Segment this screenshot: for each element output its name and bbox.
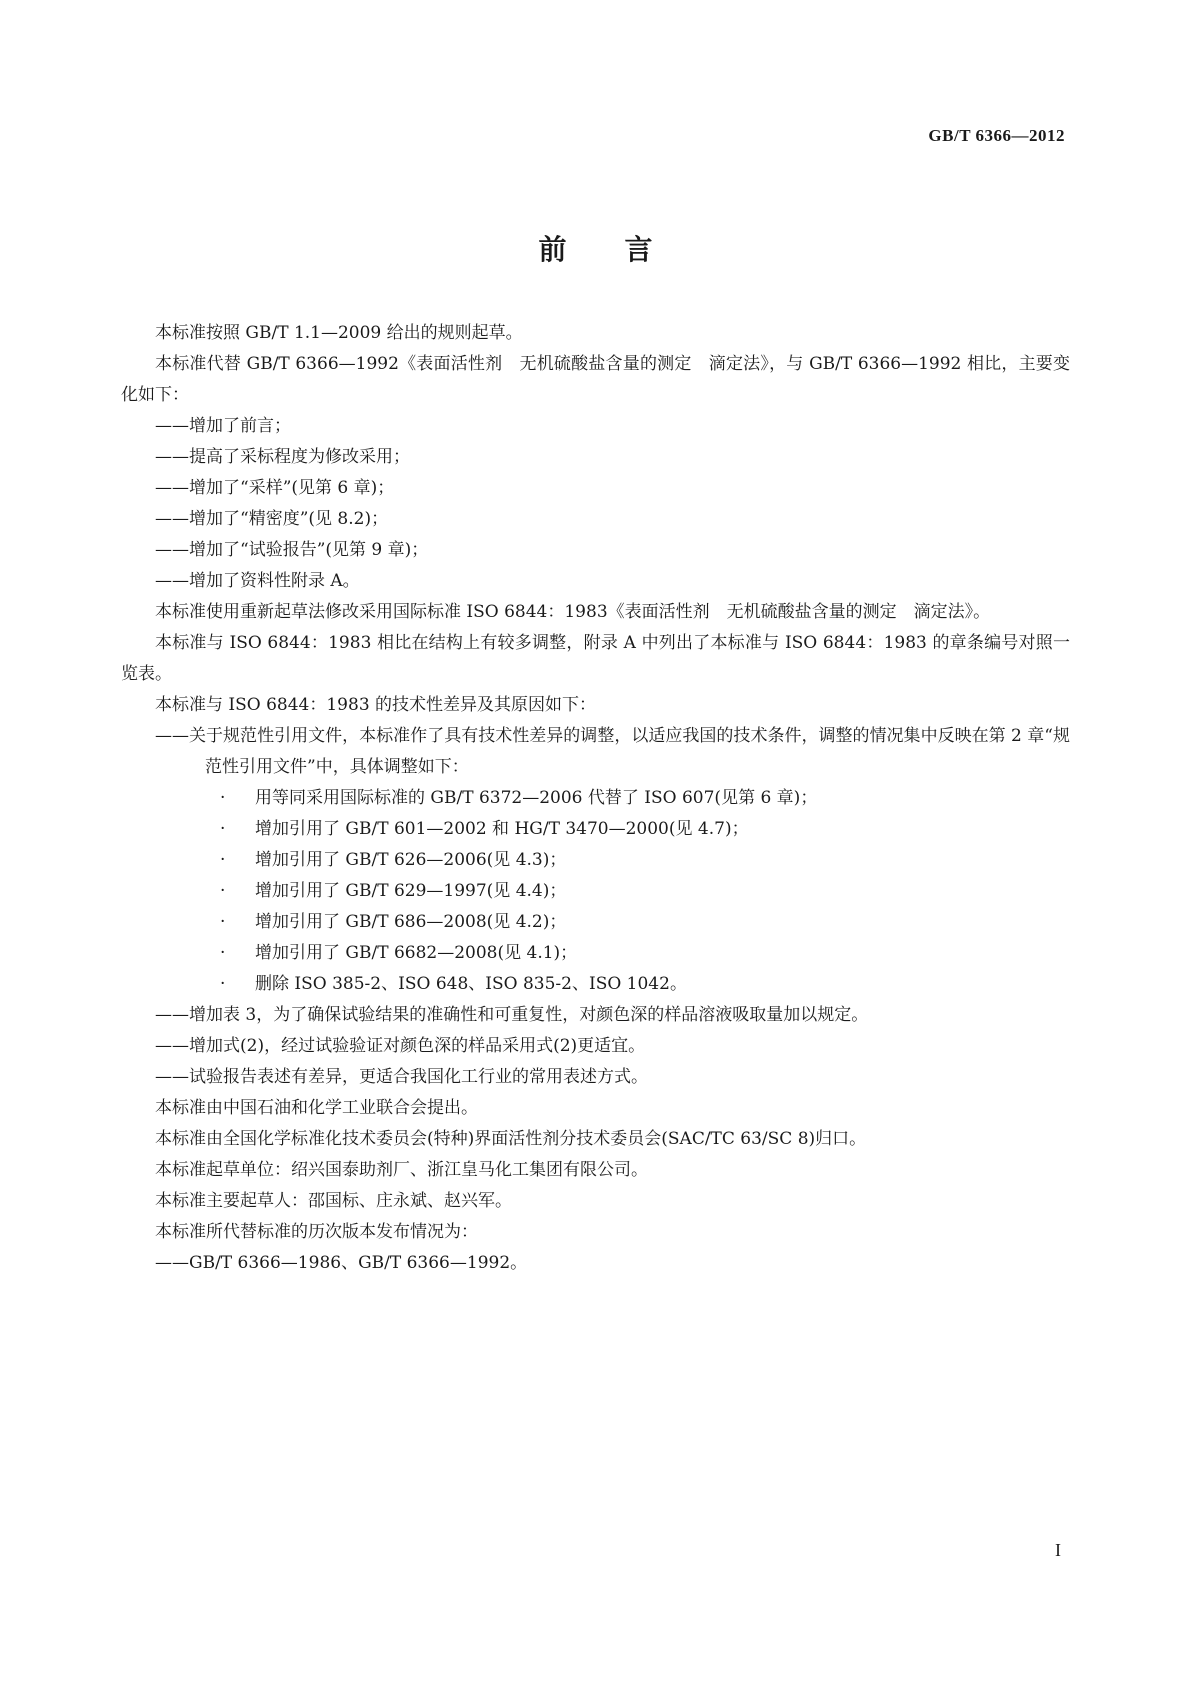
- change-item: ——增加了前言；: [155, 416, 291, 436]
- bullet-text: 增加引用了 GB/T 601—2002 和 HG/T 3470—2000(见 4.7)；: [255, 819, 749, 839]
- paragraph-version-history: 本标准所代替标准的历次版本发布情况为：: [155, 1222, 478, 1242]
- bullet-text: 增加引用了 GB/T 6682—2008(见 4.1)；: [255, 943, 578, 963]
- bullet-dot-icon: ·: [220, 788, 226, 808]
- page-number: I: [1055, 1540, 1061, 1560]
- bullet-text: 增加引用了 GB/T 629—1997(见 4.4)；: [255, 881, 567, 901]
- difference-item: ——增加表 3，为了确保试验结果的准确性和可重复性，对颜色深的样品溶液吸取量加以规定。: [155, 1005, 869, 1025]
- bullet-text: 用等同采用国际标准的 GB/T 6372—2006 代替了 ISO 607(见第 6 章)；: [255, 788, 818, 808]
- bullet-dot-icon: ·: [220, 850, 226, 870]
- difference-item: ——增加式(2)，经过试验验证对颜色深的样品采用式(2)更适宜。: [155, 1036, 646, 1056]
- bullet-item: [121, 876, 1070, 907]
- paragraph-committee: 本标准由全国化学标准化技术委员会(特种)界面活性剂分技术委员会(SAC/TC 63/SC 8)归口。: [155, 1129, 867, 1149]
- standard-code: GB/T 6366—2012: [928, 126, 1065, 145]
- foreword-content: [121, 318, 1070, 1279]
- paragraph-proposer: 本标准由中国石油和化学工业联合会提出。: [155, 1098, 478, 1118]
- paragraph-drafters: 本标准主要起草人：邵国标、庄永斌、赵兴军。: [155, 1191, 512, 1211]
- change-item: ——增加了“试验报告”(见第 9 章)；: [155, 540, 429, 560]
- bullet-item: [121, 814, 1070, 845]
- paragraph-replaces: 本标准代替 GB/T 6366—1992《表面活性剂 无机硫酸盐含量的测定 滴定法》，与 GB/T 6366—1992 相比，主要变化如下：: [121, 354, 1070, 405]
- bullet-text: 增加引用了 GB/T 686—2008(见 4.2)；: [255, 912, 567, 932]
- bullet-dot-icon: ·: [220, 974, 226, 994]
- paragraph-drafting-rules: 本标准按照 GB/T 1.1—2009 给出的规则起草。: [155, 323, 523, 343]
- change-item: ——增加了“精密度”(见 8.2)；: [155, 509, 389, 529]
- bullet-item: [121, 969, 1070, 1000]
- history-item: ——GB/T 6366—1986、GB/T 6366—1992。: [155, 1253, 528, 1273]
- bullet-item: [121, 907, 1070, 938]
- change-item: ——增加了资料性附录 A。: [155, 571, 360, 591]
- page-title: 前言: [538, 233, 711, 266]
- bullet-dot-icon: ·: [220, 912, 226, 932]
- paragraph-technical-differences: 本标准与 ISO 6844：1983 的技术性差异及其原因如下：: [155, 695, 597, 715]
- bullet-item: [121, 783, 1070, 814]
- bullet-item: [121, 845, 1070, 876]
- bullet-dot-icon: ·: [220, 881, 226, 901]
- bullet-dot-icon: ·: [220, 819, 226, 839]
- difference-normative-references: ——关于规范性引用文件，本标准作了具有技术性差异的调整，以适应我国的技术条件，调整的情况集中反映在第 2 章“规范性引用文件”中，具体调整如下：: [155, 726, 1070, 777]
- difference-item: ——试验报告表述有差异，更适合我国化工行业的常用表述方式。: [155, 1067, 648, 1087]
- bullet-text: 删除 ISO 385-2、ISO 648、ISO 835-2、ISO 1042。: [255, 974, 687, 994]
- bullet-item: [121, 938, 1070, 969]
- bullet-text: 增加引用了 GB/T 626—2006(见 4.3)；: [255, 850, 567, 870]
- bullet-dot-icon: ·: [220, 943, 226, 963]
- paragraph-adoption: 本标准使用重新起草法修改采用国际标准 ISO 6844：1983《表面活性剂 无机硫酸盐含量的测定 滴定法》。: [155, 602, 991, 622]
- paragraph-structure: 本标准与 ISO 6844：1983 相比在结构上有较多调整，附录 A 中列出了本标准与 ISO 6844：1983 的章条编号对照一览表。: [121, 633, 1070, 684]
- change-item: ——增加了“采样”(见第 6 章)；: [155, 478, 395, 498]
- change-item: ——提高了采标程度为修改采用；: [155, 447, 410, 467]
- paragraph-drafting-units: 本标准起草单位：绍兴国泰助剂厂、浙江皇马化工集团有限公司。: [155, 1160, 648, 1180]
